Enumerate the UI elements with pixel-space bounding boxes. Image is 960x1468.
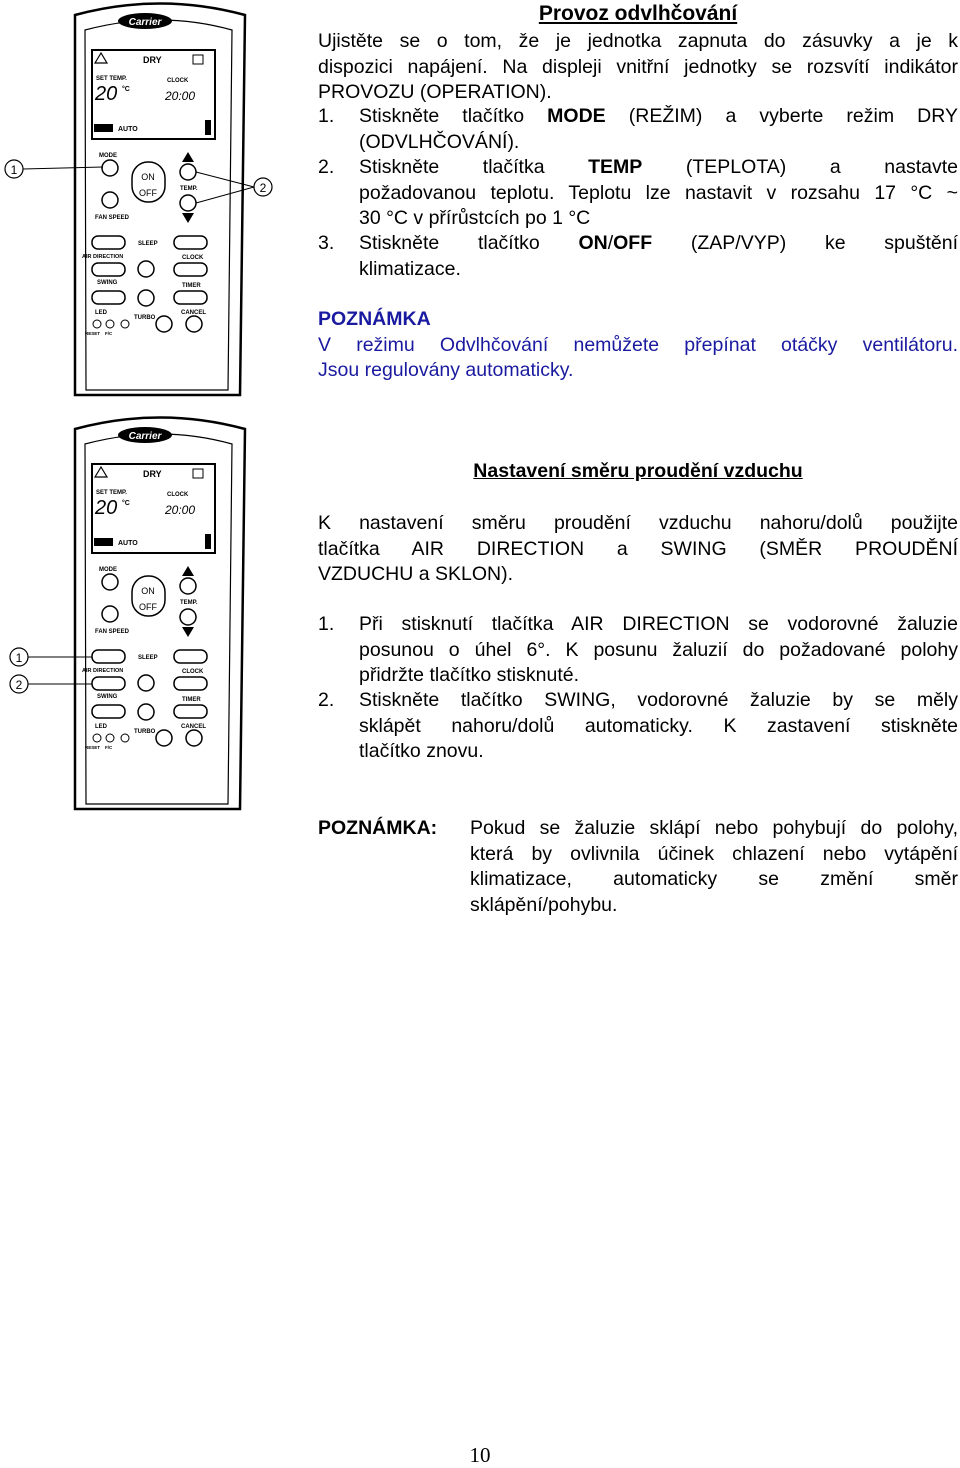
reset-label: RESET [85, 331, 101, 336]
fan-indicator [94, 538, 113, 546]
reset-label: RESET [85, 745, 101, 750]
step-line: klimatizace. [359, 257, 461, 280]
temp-up-button[interactable] [180, 578, 196, 594]
sleep-label: SLEEP [138, 241, 158, 247]
note-line: V režimu Odvlhčování nemůžete přepínat otáčky ventilátoru. [318, 333, 958, 356]
step-number: 3. [318, 232, 335, 254]
step-line: (ODVLHČOVÁNÍ). [359, 130, 520, 153]
step-line: přidržte tlačítko stisknuté. [359, 664, 580, 686]
swing-label: SWING [97, 280, 118, 286]
temp-label: TEMP. [180, 600, 198, 606]
temp-label: TEMP. [180, 186, 198, 192]
callout-1-line [23, 167, 103, 169]
sleep-button[interactable] [138, 675, 154, 691]
timer-button[interactable] [174, 677, 207, 690]
sleep-button[interactable] [138, 261, 154, 277]
display-clock-value: 20:00 [165, 89, 196, 103]
bottom-right-button[interactable] [186, 730, 202, 746]
swing-button[interactable] [92, 677, 125, 690]
turbo-label: TURBO [134, 315, 156, 321]
temp-down-icon[interactable] [182, 627, 194, 637]
step-number: 1. [318, 105, 335, 127]
led-label: LED [95, 724, 107, 730]
step-line: posunou o úhel 6°. K posunu žaluzií do požadované polohy [359, 638, 958, 661]
warning-icon [95, 467, 107, 477]
clock-button[interactable] [174, 236, 207, 249]
fc-label: F/C [105, 331, 113, 336]
turbo-label: TURBO [134, 729, 156, 735]
intro-line: dispozici napájení. Na displeji vnitřní jednotky se rozsvítí indikátor [318, 55, 958, 78]
note2-line: klimatizace, automaticky se změní směr [470, 868, 958, 890]
page-number: 10 [469, 1443, 491, 1467]
intro-line: PROVOZU (OPERATION). [318, 81, 552, 103]
intro-line: tlačítka AIR DIRECTION a SWING (SMĚR PROUDĚNÍ [318, 537, 958, 560]
warning-icon [95, 53, 107, 63]
section2-title: Nastavení směru proudění vzduchu [473, 460, 803, 482]
display-side-bar [205, 534, 211, 549]
air-direction-label: AIR DIRECTION [82, 254, 124, 260]
callout-2-number: 2 [15, 678, 23, 692]
clock-button[interactable] [174, 650, 207, 663]
note2 [318, 816, 958, 918]
temp-up-button[interactable] [180, 164, 196, 180]
fan-speed-label: FAN SPEED [95, 215, 130, 221]
mode-button[interactable] [102, 160, 118, 176]
step-line: 30 °C v přírůstcích po 1 °C [359, 207, 591, 229]
note2-line: která by ovlivnila účinek chlazení nebo vytápění [470, 842, 958, 865]
timer-label: TIMER [182, 283, 201, 289]
callout-1-number: 1 [15, 651, 23, 665]
section2-step-1 [318, 612, 958, 689]
section1-step-2 [318, 155, 958, 232]
mode-label: MODE [99, 153, 117, 159]
temp-down-button[interactable] [180, 609, 196, 625]
step-number: 1. [318, 613, 335, 635]
mode-label: MODE [99, 567, 117, 573]
led-button[interactable] [92, 291, 125, 304]
note-line: Jsou regulovány automaticky. [318, 359, 574, 381]
step-line: Stiskněte tlačítka TEMP (TEPLOTA) a nastavte [359, 156, 958, 178]
step-line: Stiskněte tlačítko MODE (REŽIM) a vyberte režim DRY [359, 105, 958, 127]
turbo-button[interactable] [138, 704, 154, 720]
led-button[interactable] [92, 705, 125, 718]
step-line: Při stisknutí tlačítka AIR DIRECTION se vodorovné žaluzie [359, 613, 958, 635]
fan-speed-button[interactable] [102, 606, 118, 622]
section2-intro [318, 511, 958, 588]
section1-step-1 [318, 104, 958, 155]
led-label: LED [95, 310, 107, 316]
display-temp-unit: °C [122, 86, 130, 93]
fan-indicator [94, 124, 113, 132]
note-label: POZNÁMKA [318, 308, 431, 330]
step-line: tlačítko znovu. [359, 740, 484, 762]
intro-line: Ujistěte se o tom, že je jednotka zapnuta do zásuvky a je k [318, 30, 958, 52]
on-label: ON [141, 172, 155, 182]
mode-button[interactable] [102, 574, 118, 590]
section1-step-3 [318, 231, 958, 282]
temp-up-icon[interactable] [182, 566, 194, 576]
cancel-label: CANCEL [181, 724, 206, 730]
signal-icon [193, 55, 203, 64]
fan-speed-label: FAN SPEED [95, 629, 130, 635]
note2-line: Pokud se žaluzie sklápí nebo pohybují do polohy, [470, 817, 958, 839]
step-number: 2. [318, 156, 335, 178]
fc-button[interactable] [106, 320, 114, 328]
callout-2-number: 2 [259, 181, 267, 195]
section1-note [318, 307, 958, 384]
bottom-button[interactable] [156, 316, 172, 332]
intro-line: K nastavení směru proudění vzduchu nahoru/dolů použijte [318, 512, 958, 534]
temp-down-button[interactable] [180, 195, 196, 211]
note2-line: sklápění/pohybu. [470, 893, 618, 916]
remote-control-illustration-1 [0, 0, 300, 400]
timer-label: TIMER [182, 697, 201, 703]
step-number: 2. [318, 689, 335, 711]
small-round-button[interactable] [121, 320, 129, 328]
section1-intro [318, 29, 958, 106]
signal-icon [193, 469, 203, 478]
callout-2-line-a [196, 172, 254, 187]
display-set-temp: SET TEMP. [96, 490, 127, 496]
swing-button[interactable] [92, 263, 125, 276]
cancel-label: CANCEL [181, 310, 206, 316]
display-temp-value: 20 [95, 497, 118, 519]
turbo-button[interactable] [138, 290, 154, 306]
off-label: OFF [139, 188, 157, 198]
brand-text: Carrier [128, 431, 162, 442]
clock-btn-label: CLOCK [182, 255, 204, 261]
reset-button[interactable] [93, 320, 101, 328]
display-mode: DRY [143, 55, 162, 65]
display-temp-value: 20 [95, 83, 118, 105]
clock-btn-label: CLOCK [182, 669, 204, 675]
timer-button[interactable] [174, 263, 207, 276]
intro-line: VZDUCHU a SKLON). [318, 563, 514, 585]
step-line: Stiskněte tlačítko SWING, vodorovné žaluzie by se měly [359, 689, 958, 711]
fc-label: F/C [105, 745, 113, 750]
note2-label: POZNÁMKA: [318, 817, 438, 839]
step-line: požadovanou teplotu. Teplotu lze nastavit v rozsahu 17 °C ~ [359, 181, 958, 204]
display-fan-auto: AUTO [118, 126, 138, 133]
section1-title: Provoz odvlhčování [538, 2, 738, 25]
cancel-button[interactable] [174, 291, 207, 304]
display-side-bar [205, 120, 211, 135]
bottom-button[interactable] [156, 730, 172, 746]
display-set-temp: SET TEMP. [96, 76, 127, 82]
fc-button[interactable] [106, 734, 114, 742]
bottom-right-button[interactable] [186, 316, 202, 332]
step-line: Stiskněte tlačítko ON/OFF (ZAP/VYP) ke spuštění [359, 232, 958, 254]
sleep-label: SLEEP [138, 655, 158, 661]
display-mode: DRY [143, 469, 162, 479]
air-direction-label: AIR DIRECTION [82, 668, 124, 674]
off-label: OFF [139, 602, 157, 612]
step-line: sklápět nahoru/dolů automaticky. K zastavení stiskněte [359, 714, 958, 737]
brand-text: Carrier [128, 17, 162, 28]
small-round-button[interactable] [121, 734, 129, 742]
callout-1-number: 1 [10, 163, 18, 177]
cancel-button[interactable] [174, 705, 207, 718]
on-label: ON [141, 586, 155, 596]
display-clock-label: CLOCK [167, 492, 189, 498]
reset-button[interactable] [93, 734, 101, 742]
air-direction-button[interactable] [92, 236, 125, 249]
temp-up-icon[interactable] [182, 152, 194, 162]
display-temp-unit: °C [122, 500, 130, 507]
display-fan-auto: AUTO [118, 540, 138, 547]
temp-down-icon[interactable] [182, 213, 194, 223]
display-clock-value: 20:00 [165, 503, 196, 517]
fan-speed-button[interactable] [102, 192, 118, 208]
section2-step-2 [318, 688, 958, 765]
display-clock-label: CLOCK [167, 78, 189, 84]
swing-label: SWING [97, 694, 118, 700]
callout-2-line-b [196, 187, 254, 203]
remote-control-illustration-2 [0, 414, 300, 814]
air-direction-button[interactable] [92, 650, 125, 663]
